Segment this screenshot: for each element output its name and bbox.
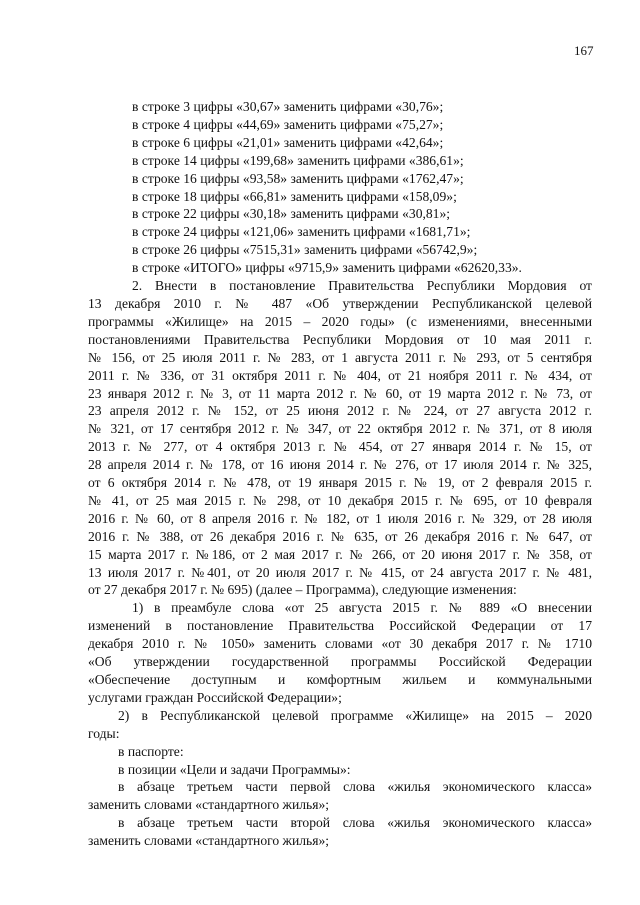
text-line: 23 января 2012 г. № 3, от 11 марта 2012 г. № 60, от 19 марта 2012 г. № 73, от (88, 385, 592, 401)
text-line: в абзаце третьем части второй слова «жилья экономического класса» (118, 815, 592, 831)
text-line: изменений в постановление Правительства Российской Федерации от 17 (88, 618, 592, 634)
text-line: 23 апреля 2012 г. № 152, от 25 июня 2012 г. № 224, от 27 августа 2012 г. (88, 403, 592, 419)
page-number: 167 (574, 43, 594, 58)
text-line: в строке 3 цифры «30,67» заменить цифрами «30,76»; (132, 99, 444, 114)
text-line: в строке 4 цифры «44,69» заменить цифрами «75,27»; (132, 116, 444, 132)
text-line: № 156, от 25 июля 2011 г. № 283, от 1 августа 2011 г. № 293, от 5 сентября (88, 349, 592, 365)
text-line: заменить словами «стандартного жилья»; (88, 833, 330, 849)
text-line: 13 декабря 2010 г. № 487 «Об утверждении Республиканской целевой (88, 295, 592, 311)
text-line: 13 июля 2017 г. №401, от 20 июля 2017 г. № 415, от 24 августа 2017 г. № 481, (88, 564, 592, 580)
text-line: 15 марта 2017 г. №186, от 2 мая 2017 г. № 266, от 20 июня 2017 г. № 358, от (88, 546, 592, 562)
text-line: 1) в преамбуле слова «от 25 августа 2015 г. № 889 «О внесении (132, 600, 592, 616)
text-line: 2011 г. № 336, от 31 октября 2011 г. № 404, от 21 ноября 2011 г. № 434, от (88, 367, 592, 383)
text-line: от 6 октября 2014 г. № 478, от 19 января 2015 г. № 19, от 2 февраля 2015 г. (88, 475, 592, 491)
text-line: услугами граждан Российской Федерации»; (88, 689, 342, 705)
text-line: в строке 26 цифры «7515,31» заменить цифрами «56742,9»; (132, 242, 478, 258)
text-line: 2016 г. № 388, от 26 декабря 2016 г. № 635, от 26 декабря 2016 г. № 647, от (88, 528, 592, 544)
document-body (88, 98, 592, 850)
text-line: заменить словами «стандартного жилья»; (88, 797, 330, 813)
text-line: в позиции «Цели и задачи Программы»: (118, 761, 351, 777)
text-line: в строке 18 цифры «66,81» заменить цифрами «158,09»; (132, 188, 457, 204)
text-line: «Об утверждении государственной программы Российской Федерации (88, 654, 592, 670)
text-line: от 27 декабря 2017 г. № 695) (далее – Программа), следующие изменения: (88, 582, 517, 598)
text-line: «Обеспечение доступным и комфортным жильем и коммунальными (88, 672, 592, 687)
text-line: декабря 2010 г. № 1050» заменить словами «от 30 декабря 2017 г. № 1710 (88, 636, 592, 652)
text-line: в строке 16 цифры «93,58» заменить цифрами «1762,47»; (132, 170, 464, 186)
text-line: годы: (88, 725, 120, 741)
text-line: в паспорте: (118, 743, 184, 759)
text-line: в строке 22 цифры «30,18» заменить цифрами «30,81»; (132, 206, 451, 222)
text-line: 2. Внести в постановление Правительства Республики Мордовия от (132, 278, 592, 294)
text-line: 2016 г. № 60, от 8 апреля 2016 г. № 182, от 1 июля 2016 г. № 329, от 28 июля (88, 510, 592, 526)
text-line: 2013 г. № 277, от 4 октября 2013 г. № 454, от 27 января 2014 г. № 15, от (88, 439, 592, 455)
text-line: в абзаце третьем части первой слова «жилья экономического класса» (118, 779, 592, 795)
text-line: 28 апреля 2014 г. № 178, от 16 июня 2014 г. № 276, от 17 июля 2014 г. № 325, (88, 457, 592, 473)
text-line: 2) в Республиканской целевой программе «Жилище» на 2015 – 2020 (118, 707, 592, 723)
text-line: в строке 24 цифры «121,06» заменить цифрами «1681,71»; (132, 224, 471, 240)
text-line: программы «Жилище» на 2015 – 2020 годы» (с изменениями, внесенными (88, 313, 592, 329)
text-line: № 41, от 25 мая 2015 г. № 298, от 10 декабря 2015 г. № 695, от 10 февраля (88, 492, 592, 508)
text-line: в строке 14 цифры «199,68» заменить цифрами «386,61»; (132, 152, 464, 168)
text-line: в строке 6 цифры «21,01» заменить цифрами «42,64»; (132, 134, 444, 150)
text-line: постановлениями Правительства Республики Мордовия от 10 мая 2011 г. (88, 331, 592, 347)
text-line: в строке «ИТОГО» цифры «9715,9» заменить цифрами «62620,33». (132, 260, 522, 276)
text-line: № 321, от 17 сентября 2012 г. № 347, от 22 октября 2012 г. № 371, от 8 июля (88, 421, 592, 437)
